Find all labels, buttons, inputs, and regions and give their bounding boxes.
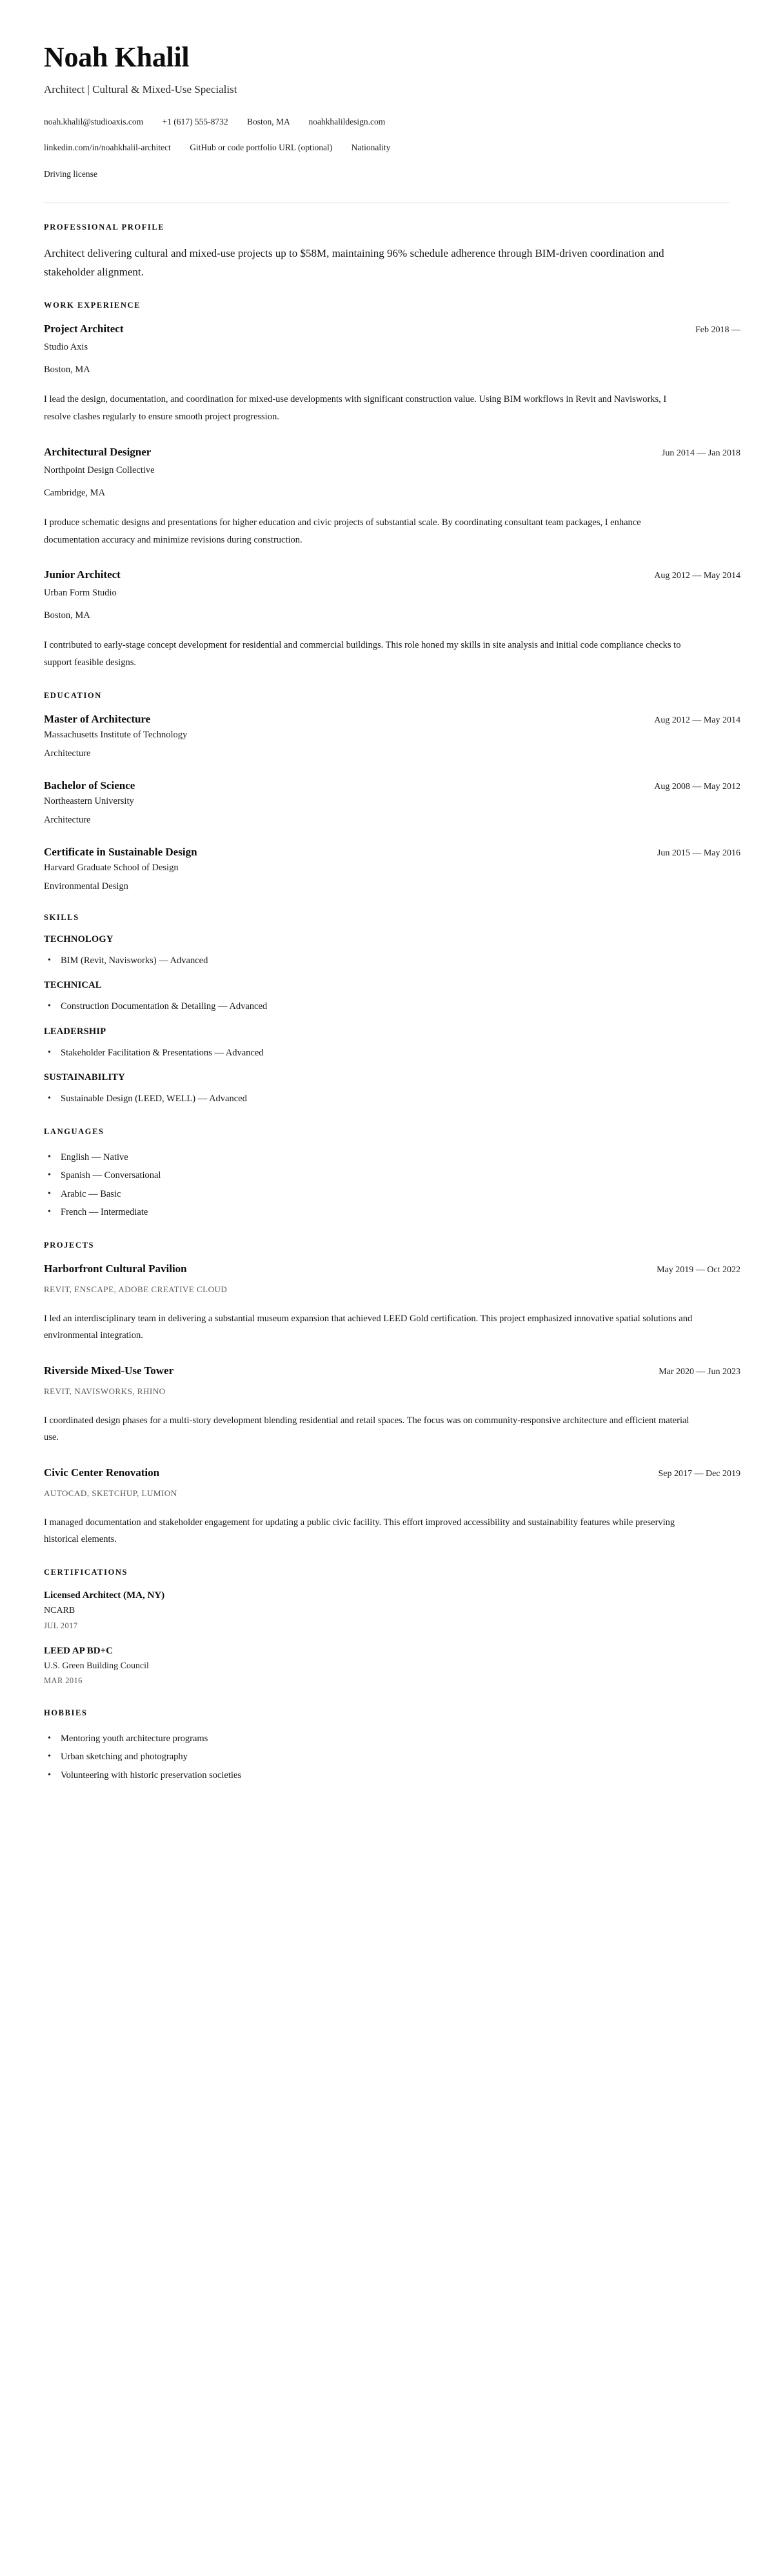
- education-entry: [44, 712, 740, 761]
- skill-list: [44, 997, 740, 1015]
- work-location: Cambridge, MA: [44, 487, 106, 498]
- contact-location: Boston, MA: [247, 117, 290, 127]
- education-degree: Bachelor of Science: [44, 779, 135, 792]
- work-date-range: Feb 2018 —: [695, 325, 740, 335]
- profile-summary-text: Architect delivering cultural and mixed-use projects up to $58M, maintaining 96% schedule adherence through BIM-driven coordination and stakeholder alignment.: [44, 246, 664, 279]
- contact-nationality: Nationality: [351, 143, 391, 153]
- section-professional-profile: [44, 223, 740, 281]
- project-entry-head: [44, 1262, 740, 1277]
- work-entry-head: [44, 568, 740, 583]
- work-date-range: Aug 2012 — May 2014: [654, 571, 740, 581]
- certification-date: MAR 2016: [44, 1676, 83, 1685]
- certification-name: LEED AP BD+C: [44, 1645, 113, 1656]
- project-description: I coordinated design phases for a multi-story development blending residential and retail spaces. The focus was on community-responsive architecture and efficient material use.: [44, 1415, 690, 1443]
- hobby-item: • Volunteering with historic preservation societies: [44, 1766, 740, 1784]
- education-field: Environmental Design: [44, 881, 128, 892]
- section-education: [44, 691, 740, 894]
- work-description: I produce schematic designs and presentations for higher education and civic projects of substantial scale. By coordinating consultant team packages, I enhance documentation accuracy and minimize revisions during construction.: [44, 517, 641, 545]
- section-title-projects: PROJECTS: [44, 1241, 95, 1250]
- project-entry: [44, 1262, 740, 1344]
- language-item: • Arabic — Basic: [44, 1185, 740, 1203]
- skill-group: [44, 980, 740, 1015]
- section-title-work: WORK EXPERIENCE: [44, 301, 141, 310]
- contact-github-placeholder[interactable]: GitHub or code portfolio URL (optional): [190, 143, 333, 153]
- section-title-skills: SKILLS: [44, 912, 79, 922]
- project-name: Civic Center Renovation: [44, 1466, 160, 1479]
- work-company: Urban Form Studio: [44, 588, 117, 599]
- certification-date: JUL 2017: [44, 1621, 78, 1630]
- education-degree: Master of Architecture: [44, 713, 151, 726]
- section-title-profile: PROFESSIONAL PROFILE: [44, 222, 165, 232]
- skill-item: • Construction Documentation & Detailing — Advanced: [44, 997, 740, 1015]
- project-description: I led an interdisciplinary team in delivering a substantial museum expansion that achieved LEED Gold certification. This project emphasized innovative spatial solutions and environmental integration.: [44, 1313, 693, 1341]
- work-entry: [44, 568, 740, 672]
- skill-group-title: LEADERSHIP: [44, 1026, 106, 1037]
- skill-list: [44, 1044, 740, 1062]
- education-field: Architecture: [44, 814, 91, 825]
- contact-email[interactable]: noah.khalil@studioaxis.com: [44, 117, 144, 127]
- certification-issuer: U.S. Green Building Council: [44, 1661, 149, 1671]
- hobby-list: [44, 1730, 740, 1784]
- work-role: Project Architect: [44, 323, 124, 335]
- hobby-item: • Mentoring youth architecture programs: [44, 1730, 740, 1748]
- project-name: Riverside Mixed-Use Tower: [44, 1364, 174, 1377]
- project-description: I managed documentation and stakeholder engagement for updating a public civic facility. This effort improved accessibility and sustainability features while preserving historical elements.: [44, 1517, 675, 1545]
- language-item: • English — Native: [44, 1148, 740, 1166]
- work-location: Boston, MA: [44, 610, 90, 621]
- project-entry-head: [44, 1466, 740, 1481]
- skill-group-title: SUSTAINABILITY: [44, 1072, 125, 1083]
- work-date-range: Jun 2014 — Jan 2018: [661, 448, 740, 458]
- work-description: I lead the design, documentation, and coordination for mixed-use developments with significant construction value. Using BIM workflows in Revit and Navisworks, I resolve clashes regularly to ensure smooth project progression.: [44, 394, 667, 423]
- education-entry-head: [44, 712, 740, 727]
- contact-row-secondary: [44, 141, 740, 154]
- education-school: Massachusetts Institute of Technology: [44, 730, 188, 740]
- certification-name: Licensed Architect (MA, NY): [44, 1590, 165, 1601]
- work-location: Boston, MA: [44, 364, 90, 375]
- hobbies-block: [44, 1708, 740, 1784]
- project-tech-stack: REVIT, NAVISWORKS, RHINO: [44, 1386, 166, 1397]
- project-date-range: Mar 2020 — Jun 2023: [659, 1367, 740, 1377]
- skill-item: • Sustainable Design (LEED, WELL) — Advanced: [44, 1090, 740, 1108]
- education-entry: [44, 779, 740, 827]
- language-list: [44, 1148, 740, 1221]
- resume-header: [44, 41, 740, 181]
- work-entry-head: [44, 322, 740, 337]
- work-company: Studio Axis: [44, 342, 88, 353]
- contact-driving-license: Driving license: [44, 168, 97, 179]
- contact-website[interactable]: noahkhalildesign.com: [308, 117, 386, 127]
- work-entry: [44, 322, 740, 426]
- contact-phone[interactable]: +1 (617) 555-8732: [162, 117, 228, 127]
- education-entry-head: [44, 845, 740, 860]
- project-entry: [44, 1364, 740, 1446]
- section-title-languages: LANGUAGES: [44, 1127, 104, 1137]
- section-certifications: [44, 1568, 740, 1784]
- education-date-range: Aug 2008 — May 2012: [654, 782, 740, 792]
- skill-group-title: TECHNOLOGY: [44, 934, 114, 944]
- education-entry-head: [44, 779, 740, 794]
- education-date-range: Aug 2012 — May 2014: [654, 715, 740, 726]
- skill-item: • Stakeholder Facilitation & Presentations — Advanced: [44, 1044, 740, 1062]
- contact-row-primary: [44, 115, 740, 128]
- skill-group: [44, 1026, 740, 1062]
- education-school: Northeastern University: [44, 795, 134, 806]
- section-projects: [44, 1241, 740, 1548]
- skill-group-title: TECHNICAL: [44, 980, 102, 991]
- section-title-education: EDUCATION: [44, 691, 102, 701]
- contact-linkedin[interactable]: linkedin.com/in/noahkhalil-architect: [44, 143, 171, 153]
- section-work-experience: [44, 301, 740, 672]
- candidate-name: Noah Khalil: [44, 41, 190, 73]
- education-degree: Certificate in Sustainable Design: [44, 846, 197, 858]
- work-role: Junior Architect: [44, 568, 121, 581]
- work-entry: [44, 445, 740, 549]
- skill-list: [44, 1090, 740, 1108]
- skill-group: [44, 934, 740, 970]
- skill-item: • BIM (Revit, Navisworks) — Advanced: [44, 952, 740, 970]
- education-entry: [44, 845, 740, 894]
- languages-block: [44, 1127, 740, 1221]
- candidate-headline: Architect | Cultural & Mixed-Use Specialist: [44, 83, 237, 96]
- project-date-range: Sep 2017 — Dec 2019: [658, 1469, 740, 1479]
- project-entry: [44, 1466, 740, 1548]
- contact-row-tertiary: [44, 168, 740, 181]
- language-item: • Spanish — Conversational: [44, 1166, 740, 1184]
- work-description: I contributed to early-stage concept development for residential and commercial buildings. This role honed my skills in site analysis and initial code compliance checks to support feasible designs.: [44, 640, 681, 668]
- project-entry-head: [44, 1364, 740, 1379]
- project-date-range: May 2019 — Oct 2022: [657, 1265, 740, 1275]
- project-tech-stack: AUTOCAD, SKETCHUP, LUMION: [44, 1488, 177, 1499]
- certification-issuer: NCARB: [44, 1606, 75, 1616]
- skill-group: [44, 1072, 740, 1108]
- section-skills: [44, 913, 740, 1221]
- project-name: Harborfront Cultural Pavilion: [44, 1263, 187, 1275]
- section-title-hobbies: HOBBIES: [44, 1708, 88, 1718]
- work-entry-head: [44, 445, 740, 460]
- project-tech-stack: REVIT, ENSCAPE, ADOBE CREATIVE CLOUD: [44, 1284, 228, 1295]
- certification-entry: [44, 1589, 740, 1631]
- work-company: Northpoint Design Collective: [44, 464, 155, 475]
- certification-entry: [44, 1644, 740, 1686]
- section-title-certifications: CERTIFICATIONS: [44, 1568, 128, 1577]
- language-item: • French — Intermediate: [44, 1203, 740, 1221]
- education-school: Harvard Graduate School of Design: [44, 862, 179, 873]
- education-field: Architecture: [44, 748, 91, 759]
- work-role: Architectural Designer: [44, 445, 152, 458]
- hobby-item: • Urban sketching and photography: [44, 1748, 740, 1766]
- skill-list: [44, 952, 740, 970]
- education-date-range: Jun 2015 — May 2016: [657, 848, 740, 858]
